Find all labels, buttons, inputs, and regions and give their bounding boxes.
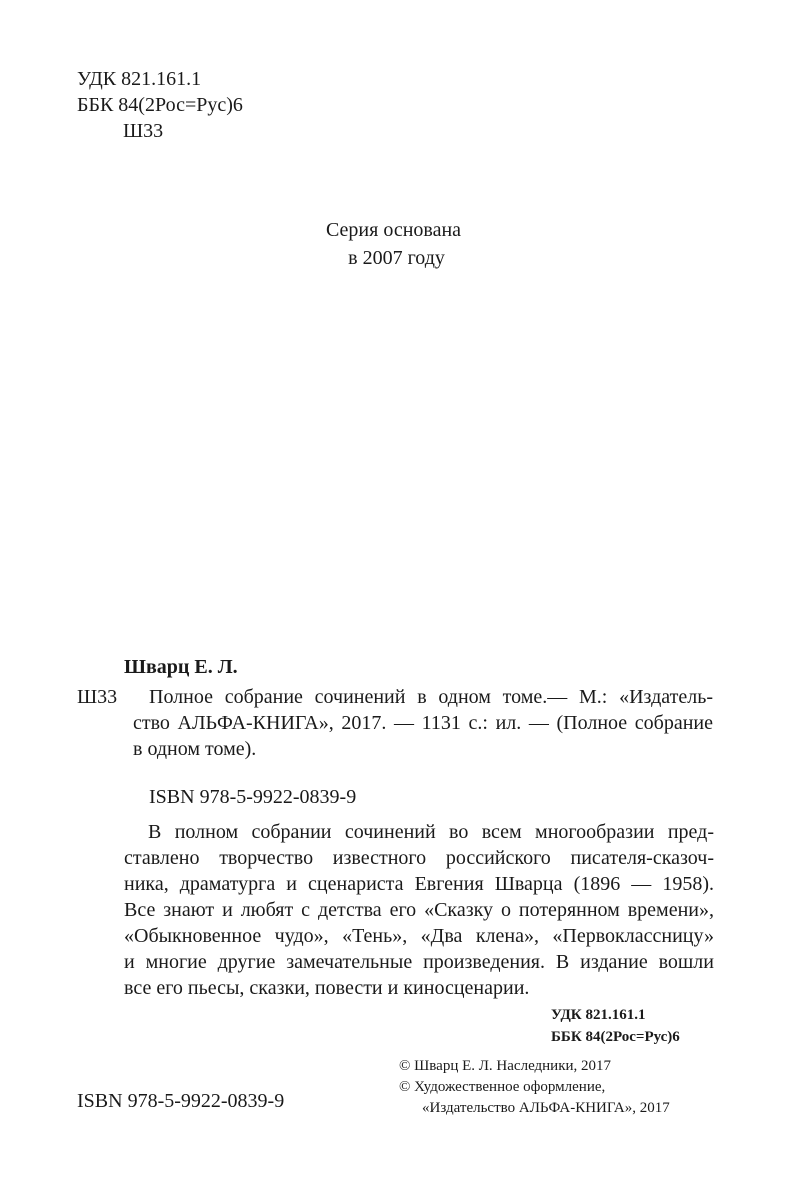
series-note-line-2: в 2007 году [348,247,445,269]
annotation-line-7: все его пьесы, сказки, повести и киносценарии. [124,977,530,999]
author-mark: Ш33 [123,120,164,142]
series-note-line-1: Серия основана [325,219,462,241]
annotation-line-1: В полном собрании сочинений во всем многообразии пред- [148,821,714,843]
isbn-entry: ISBN 978-5-9922-0839-9 [149,786,357,808]
annotation-line-4: Все знают и любят с детства его «Сказку о потерянном времени», [124,899,714,921]
biblio-line-2: ство АЛЬФА-КНИГА», 2017. — 1131 с.: ил. — (Полное собрание [133,712,713,734]
isbn-bottom: ISBN 978-5-9922-0839-9 [77,1090,285,1112]
copyright-notice [399,1056,670,1119]
copyright-line-1: © Шварц Е. Л. Наследники, 2017 [399,1058,612,1074]
annotation-line-6: и многие другие замечательные произведения. В издание вошли [124,951,714,973]
copyright-line-3: «Издательство АЛЬФА-КНИГА», 2017 [422,1100,670,1116]
bbk-code-bottom: ББК 84(2Рос=Рус)6 [551,1029,680,1045]
bibliographic-description [133,684,713,762]
annotation-paragraph [124,819,714,1001]
classification-codes-top [77,66,243,144]
bbk-code: ББК 84(2Рос=Рус)6 [77,94,243,116]
biblio-line-3: в одном томе). [133,738,257,760]
series-note [0,216,787,272]
author-name: Шварц Е. Л. [124,656,238,678]
annotation-line-2: ставлено творчество известного российского писателя-сказоч- [124,847,714,869]
biblio-line-1: Полное собрание сочинений в одном томе.— М.: «Издатель- [149,686,713,708]
annotation-line-3: ника, драматурга и сценариста Евгения Шварца (1896 — 1958). [124,873,714,895]
udk-code: УДК 821.161.1 [77,68,202,90]
entry-author-mark: Ш33 [77,686,118,708]
annotation-line-5: «Обыкновенное чудо», «Тень», «Два клена», «Первоклассницу» [124,925,714,947]
udk-code-bottom: УДК 821.161.1 [551,1007,646,1023]
copyright-line-2: © Художественное оформление, [399,1079,606,1095]
classification-codes-bottom [551,1004,680,1048]
